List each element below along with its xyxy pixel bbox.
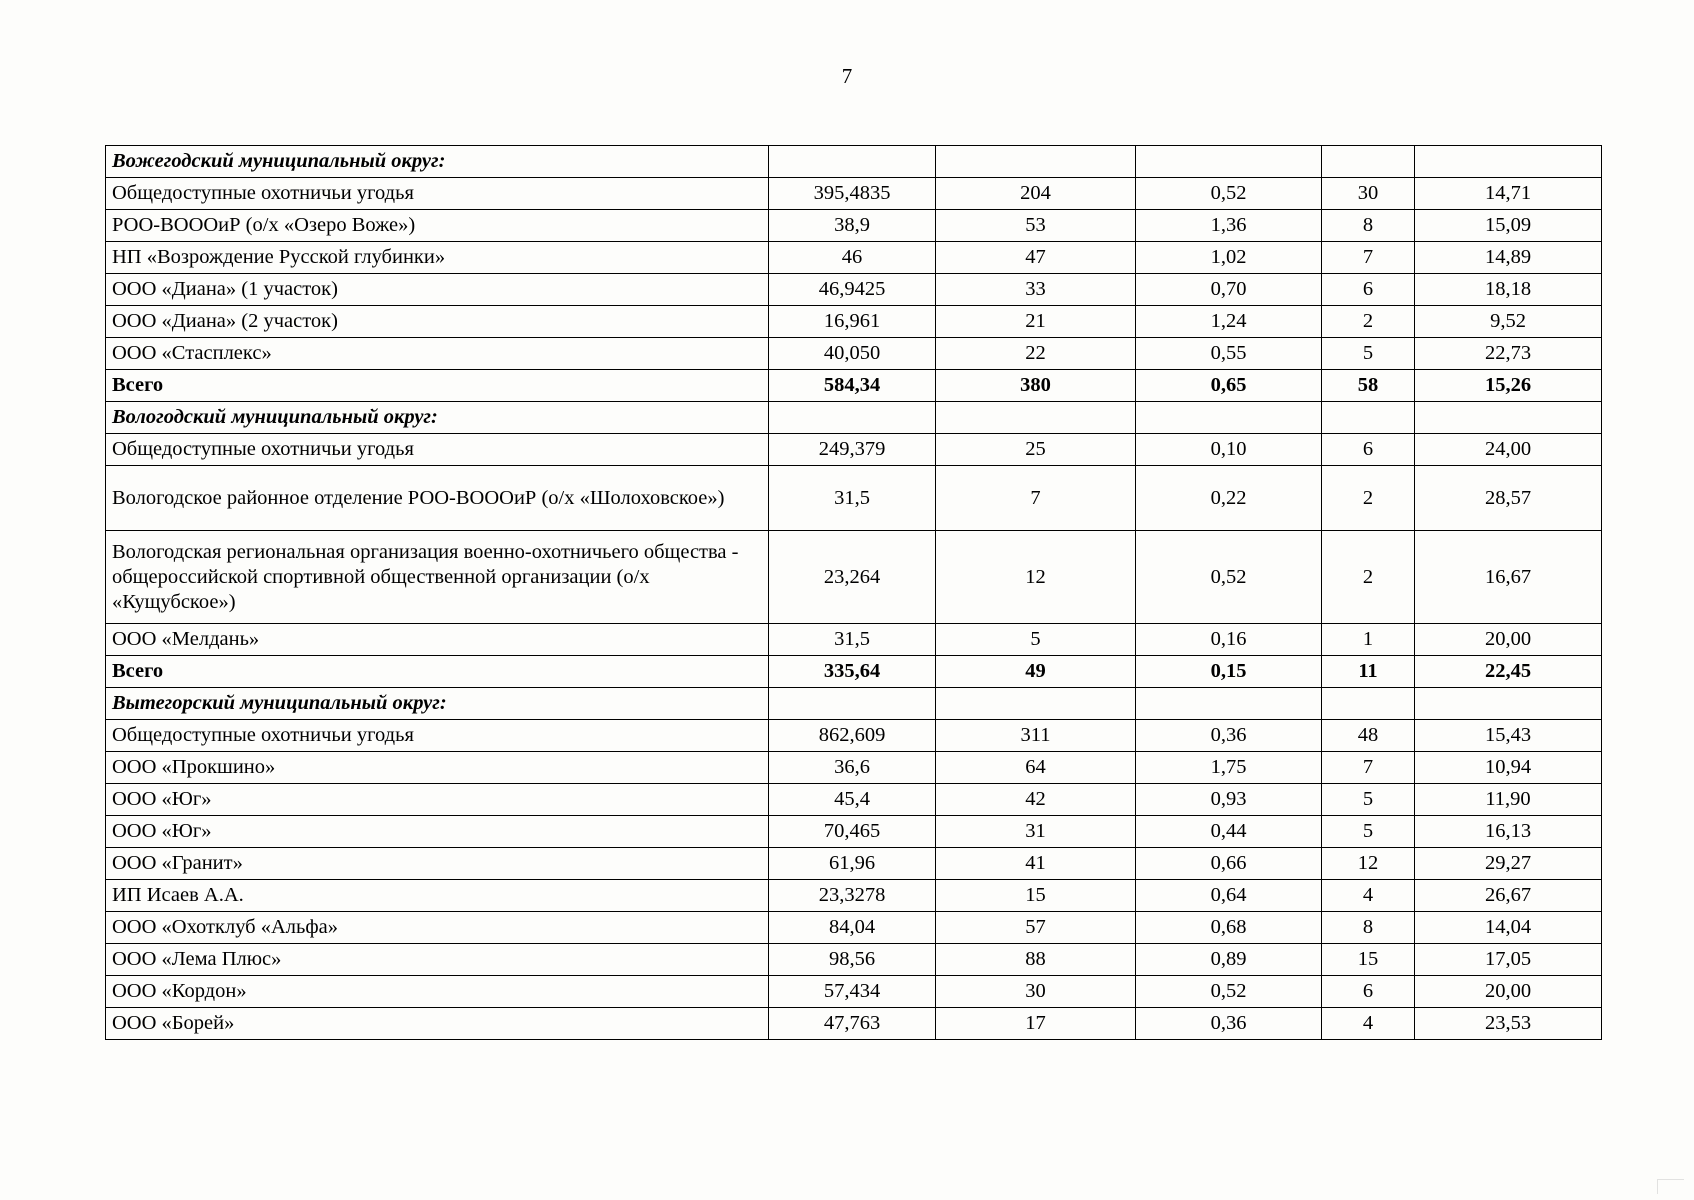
row-name-cell: ООО «Борей» — [106, 1008, 769, 1040]
row-value-cell-4 — [1322, 146, 1415, 178]
table-row — [106, 656, 1602, 688]
row-value-cell-3: 1,36 — [1136, 210, 1322, 242]
table-row — [106, 912, 1602, 944]
row-value-cell-2 — [936, 146, 1136, 178]
row-value-cell-3: 0,36 — [1136, 720, 1322, 752]
row-value-cell-4: 5 — [1322, 338, 1415, 370]
row-value-cell-1: 61,96 — [769, 848, 936, 880]
row-value-cell-5: 15,26 — [1415, 370, 1602, 402]
row-value-cell-5: 22,45 — [1415, 656, 1602, 688]
row-value-cell-4: 7 — [1322, 752, 1415, 784]
row-name-cell: ИП Исаев А.А. — [106, 880, 769, 912]
row-name-cell: ООО «Лема Плюс» — [106, 944, 769, 976]
row-value-cell-3: 0,52 — [1136, 531, 1322, 624]
row-value-cell-5: 14,71 — [1415, 178, 1602, 210]
row-value-cell-2: 53 — [936, 210, 1136, 242]
row-value-cell-3: 0,68 — [1136, 912, 1322, 944]
row-value-cell-5 — [1415, 402, 1602, 434]
row-name-cell: Общедоступные охотничьи угодья — [106, 178, 769, 210]
row-value-cell-3: 1,24 — [1136, 306, 1322, 338]
row-value-cell-4: 6 — [1322, 274, 1415, 306]
table-row — [106, 752, 1602, 784]
row-value-cell-3: 0,16 — [1136, 624, 1322, 656]
row-name-cell: НП «Возрождение Русской глубинки» — [106, 242, 769, 274]
row-value-cell-3: 0,36 — [1136, 1008, 1322, 1040]
row-value-cell-5: 14,04 — [1415, 912, 1602, 944]
table-row — [106, 466, 1602, 531]
table-body — [106, 146, 1602, 1040]
table-row — [106, 242, 1602, 274]
row-value-cell-1: 40,050 — [769, 338, 936, 370]
row-value-cell-2: 7 — [936, 466, 1136, 531]
row-value-cell-3: 0,65 — [1136, 370, 1322, 402]
table-row — [106, 624, 1602, 656]
row-value-cell-3: 0,52 — [1136, 976, 1322, 1008]
row-name-cell: Общедоступные охотничьи угодья — [106, 720, 769, 752]
row-value-cell-4: 2 — [1322, 466, 1415, 531]
row-value-cell-1: 23,264 — [769, 531, 936, 624]
row-value-cell-1: 36,6 — [769, 752, 936, 784]
row-name-cell: Всего — [106, 370, 769, 402]
row-value-cell-5 — [1415, 146, 1602, 178]
table-row — [106, 720, 1602, 752]
row-value-cell-1: 98,56 — [769, 944, 936, 976]
row-value-cell-3: 0,44 — [1136, 816, 1322, 848]
row-value-cell-4: 2 — [1322, 531, 1415, 624]
row-value-cell-4 — [1322, 402, 1415, 434]
row-value-cell-4: 12 — [1322, 848, 1415, 880]
row-value-cell-3: 0,55 — [1136, 338, 1322, 370]
row-value-cell-5: 28,57 — [1415, 466, 1602, 531]
row-value-cell-2: 12 — [936, 531, 1136, 624]
row-value-cell-3: 0,10 — [1136, 434, 1322, 466]
row-value-cell-5: 16,67 — [1415, 531, 1602, 624]
section-heading-cell: Вытегорский муниципальный округ: — [106, 688, 769, 720]
row-value-cell-1: 45,4 — [769, 784, 936, 816]
row-value-cell-2: 30 — [936, 976, 1136, 1008]
row-value-cell-1: 23,3278 — [769, 880, 936, 912]
row-value-cell-2: 64 — [936, 752, 1136, 784]
row-value-cell-1: 84,04 — [769, 912, 936, 944]
row-name-cell: ООО «Кордон» — [106, 976, 769, 1008]
row-value-cell-1: 31,5 — [769, 466, 936, 531]
row-value-cell-2: 15 — [936, 880, 1136, 912]
row-value-cell-3: 1,02 — [1136, 242, 1322, 274]
table-row — [106, 848, 1602, 880]
row-value-cell-5: 29,27 — [1415, 848, 1602, 880]
row-name-cell: ООО «Гранит» — [106, 848, 769, 880]
row-value-cell-1 — [769, 402, 936, 434]
row-name-cell: ООО «Стасплекс» — [106, 338, 769, 370]
row-value-cell-2: 311 — [936, 720, 1136, 752]
row-value-cell-4: 2 — [1322, 306, 1415, 338]
row-value-cell-3 — [1136, 688, 1322, 720]
row-value-cell-2 — [936, 688, 1136, 720]
row-value-cell-4: 4 — [1322, 880, 1415, 912]
row-value-cell-5: 9,52 — [1415, 306, 1602, 338]
page-number: 7 — [841, 64, 853, 88]
table-row — [106, 178, 1602, 210]
table-row — [106, 146, 1602, 178]
table-row — [106, 880, 1602, 912]
row-value-cell-3: 0,64 — [1136, 880, 1322, 912]
row-value-cell-4: 6 — [1322, 976, 1415, 1008]
row-value-cell-5: 22,73 — [1415, 338, 1602, 370]
row-name-cell: ООО «Охотклуб «Альфа» — [106, 912, 769, 944]
row-value-cell-4: 1 — [1322, 624, 1415, 656]
table-row — [106, 531, 1602, 624]
row-value-cell-1: 862,609 — [769, 720, 936, 752]
row-value-cell-1: 584,34 — [769, 370, 936, 402]
table-row — [106, 210, 1602, 242]
row-value-cell-4: 4 — [1322, 1008, 1415, 1040]
table-row — [106, 816, 1602, 848]
row-value-cell-5: 17,05 — [1415, 944, 1602, 976]
row-value-cell-5: 16,13 — [1415, 816, 1602, 848]
row-value-cell-5: 23,53 — [1415, 1008, 1602, 1040]
section-heading-cell: Вологодский муниципальный округ: — [106, 402, 769, 434]
row-value-cell-2: 47 — [936, 242, 1136, 274]
row-value-cell-2: 21 — [936, 306, 1136, 338]
table-row — [106, 402, 1602, 434]
row-value-cell-4: 30 — [1322, 178, 1415, 210]
row-value-cell-1: 47,763 — [769, 1008, 936, 1040]
row-value-cell-1: 38,9 — [769, 210, 936, 242]
row-name-cell: ООО «Диана» (1 участок) — [106, 274, 769, 306]
row-value-cell-5 — [1415, 688, 1602, 720]
row-name-cell: Общедоступные охотничьи угодья — [106, 434, 769, 466]
row-value-cell-3: 0,22 — [1136, 466, 1322, 531]
row-value-cell-4: 11 — [1322, 656, 1415, 688]
row-value-cell-2: 22 — [936, 338, 1136, 370]
row-value-cell-5: 18,18 — [1415, 274, 1602, 306]
row-value-cell-2: 17 — [936, 1008, 1136, 1040]
row-value-cell-1: 335,64 — [769, 656, 936, 688]
table-row — [106, 434, 1602, 466]
row-value-cell-3 — [1136, 402, 1322, 434]
row-value-cell-2: 204 — [936, 178, 1136, 210]
row-value-cell-1 — [769, 688, 936, 720]
row-value-cell-5: 20,00 — [1415, 624, 1602, 656]
row-value-cell-5: 10,94 — [1415, 752, 1602, 784]
row-name-cell: ООО «Диана» (2 участок) — [106, 306, 769, 338]
row-value-cell-2: 57 — [936, 912, 1136, 944]
row-value-cell-4: 6 — [1322, 434, 1415, 466]
row-value-cell-1: 31,5 — [769, 624, 936, 656]
row-value-cell-1: 16,961 — [769, 306, 936, 338]
row-value-cell-2 — [936, 402, 1136, 434]
row-value-cell-4: 8 — [1322, 912, 1415, 944]
row-value-cell-3: 0,89 — [1136, 944, 1322, 976]
row-value-cell-3: 1,75 — [1136, 752, 1322, 784]
row-name-cell: ООО «Прокшино» — [106, 752, 769, 784]
table-row — [106, 338, 1602, 370]
table-row — [106, 688, 1602, 720]
row-value-cell-4: 58 — [1322, 370, 1415, 402]
row-value-cell-1: 46,9425 — [769, 274, 936, 306]
row-value-cell-5: 20,00 — [1415, 976, 1602, 1008]
row-value-cell-4: 7 — [1322, 242, 1415, 274]
hunting-grounds-table — [105, 145, 1602, 1040]
row-value-cell-4: 15 — [1322, 944, 1415, 976]
row-value-cell-5: 15,09 — [1415, 210, 1602, 242]
row-value-cell-2: 31 — [936, 816, 1136, 848]
row-value-cell-1: 249,379 — [769, 434, 936, 466]
row-value-cell-3: 0,15 — [1136, 656, 1322, 688]
table-row — [106, 976, 1602, 1008]
row-name-cell: ООО «Юг» — [106, 816, 769, 848]
table-row — [106, 370, 1602, 402]
row-value-cell-1 — [769, 146, 936, 178]
row-value-cell-2: 380 — [936, 370, 1136, 402]
row-name-cell: Всего — [106, 656, 769, 688]
row-value-cell-3: 0,52 — [1136, 178, 1322, 210]
table-row — [106, 274, 1602, 306]
table-row — [106, 1008, 1602, 1040]
table-row — [106, 784, 1602, 816]
table-row — [106, 306, 1602, 338]
row-value-cell-3: 0,70 — [1136, 274, 1322, 306]
section-heading-cell: Вожегодский муниципальный округ: — [106, 146, 769, 178]
row-value-cell-2: 25 — [936, 434, 1136, 466]
row-value-cell-1: 46 — [769, 242, 936, 274]
hunting-grounds-table-wrapper — [105, 145, 1532, 1040]
row-value-cell-1: 70,465 — [769, 816, 936, 848]
row-name-cell: ООО «Мелдань» — [106, 624, 769, 656]
row-value-cell-4: 5 — [1322, 816, 1415, 848]
row-value-cell-3: 0,66 — [1136, 848, 1322, 880]
row-value-cell-2: 42 — [936, 784, 1136, 816]
row-value-cell-3 — [1136, 146, 1322, 178]
row-name-cell: Вологодское районное отделение РОО-ВОООиР (о/х «Шолоховское») — [106, 466, 769, 531]
row-value-cell-5: 11,90 — [1415, 784, 1602, 816]
table-row — [106, 944, 1602, 976]
row-value-cell-4: 5 — [1322, 784, 1415, 816]
scan-corner-mark — [1657, 1179, 1684, 1194]
row-name-cell: Вологодская региональная организация военно-охотничьего общества - общероссийской спортивной общественной организации (о/х «Кущубское») — [106, 531, 769, 624]
row-name-cell: РОО-ВОООиР (о/х «Озеро Воже») — [106, 210, 769, 242]
row-value-cell-2: 5 — [936, 624, 1136, 656]
row-value-cell-4 — [1322, 688, 1415, 720]
row-value-cell-5: 24,00 — [1415, 434, 1602, 466]
row-value-cell-2: 88 — [936, 944, 1136, 976]
row-value-cell-2: 41 — [936, 848, 1136, 880]
row-value-cell-1: 395,4835 — [769, 178, 936, 210]
row-value-cell-5: 26,67 — [1415, 880, 1602, 912]
row-value-cell-1: 57,434 — [769, 976, 936, 1008]
row-value-cell-2: 33 — [936, 274, 1136, 306]
row-value-cell-2: 49 — [936, 656, 1136, 688]
row-name-cell: ООО «Юг» — [106, 784, 769, 816]
row-value-cell-5: 15,43 — [1415, 720, 1602, 752]
row-value-cell-4: 8 — [1322, 210, 1415, 242]
row-value-cell-3: 0,93 — [1136, 784, 1322, 816]
row-value-cell-5: 14,89 — [1415, 242, 1602, 274]
row-value-cell-4: 48 — [1322, 720, 1415, 752]
